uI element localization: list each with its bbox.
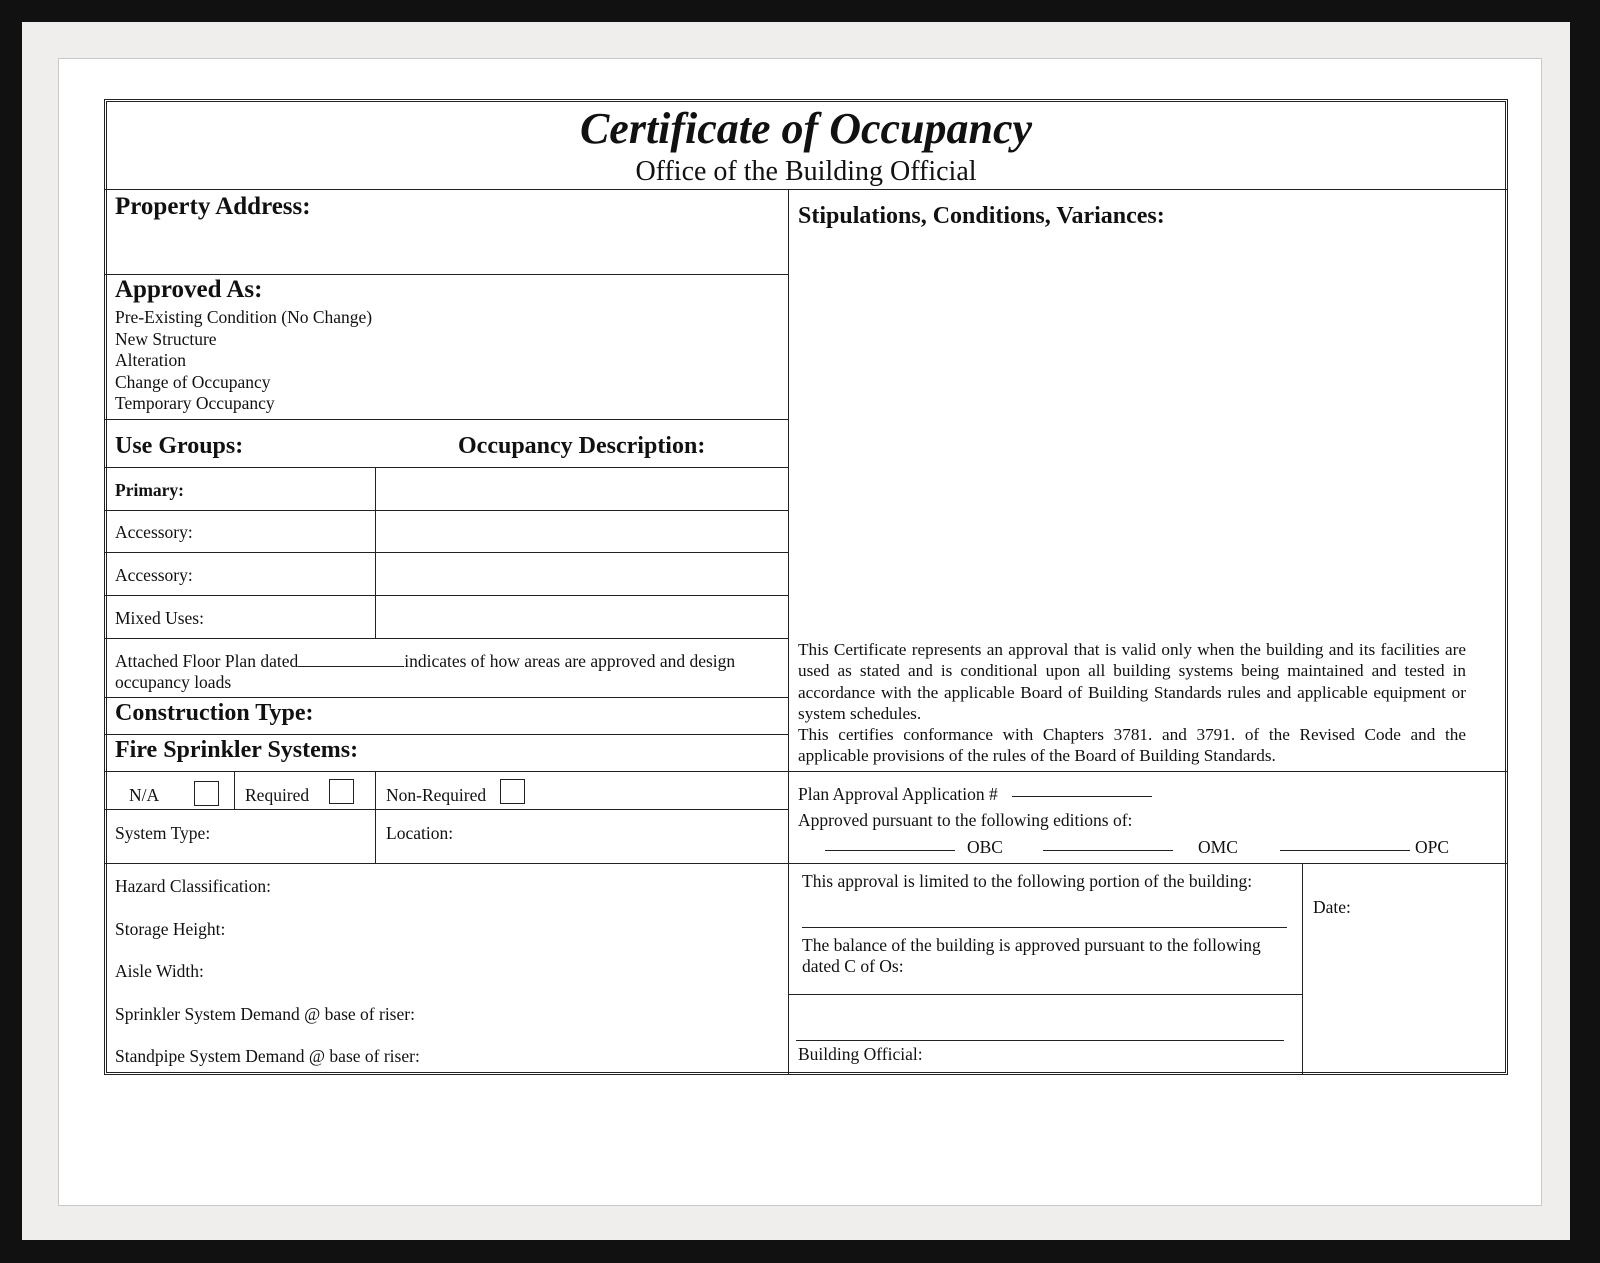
limits-divider <box>788 994 1302 995</box>
system-type-label: System Type: <box>115 823 211 843</box>
standpipe-demand-label: Standpipe System Demand @ base of riser: <box>115 1046 420 1066</box>
floor-plan-text-after: indicates of how areas are approved and design <box>404 651 736 671</box>
floor-plan-date-blank <box>298 653 404 667</box>
plan-approval-application-blank <box>1012 796 1152 797</box>
approved-editions-label: Approved pursuant to the following editions of: <box>798 810 1133 830</box>
sprinkler-na-checkbox[interactable] <box>194 781 219 806</box>
date-label: Date: <box>1313 897 1351 917</box>
certificate-title: Certificate of Occupancy <box>579 104 1033 153</box>
building-official-label: Building Official: <box>798 1044 923 1064</box>
location-label: Location: <box>386 823 454 843</box>
property-divider <box>104 274 788 275</box>
floor-plan-text-line2: occupancy loads <box>115 672 232 692</box>
certificate-validity-text: This Certificate represents an approval that is valid only when the building and its facilities are used as stated and is conditional upon all building systems being maintained and tested in accordance with the applicable Board of Building Standards rules and applicable equipment or system schedules. <box>798 640 1466 724</box>
sprinkler-option-divider <box>234 771 235 809</box>
use-group-row-divider <box>104 510 788 511</box>
sprinkler-non-required-checkbox[interactable] <box>500 779 525 804</box>
limited-portion-label: This approval is limited to the following portion of the building: <box>802 871 1253 891</box>
obc-edition-blank <box>825 850 955 851</box>
sprinkler-divider <box>104 771 1508 772</box>
building-official-signature-line <box>796 1040 1284 1041</box>
approved-option: Change of Occupancy <box>115 371 271 392</box>
use-group-row-divider <box>104 552 788 553</box>
use-group-row-divider <box>104 595 788 596</box>
opc-edition-blank <box>1280 850 1410 851</box>
sprinkler-option-divider <box>375 771 376 863</box>
use-group-accessory-label: Accessory: <box>115 522 193 542</box>
sprinkler-required-checkbox[interactable] <box>329 779 354 804</box>
construction-type-label: Construction Type: <box>115 700 314 726</box>
use-groups-heading: Use Groups: <box>115 433 244 459</box>
conformance-text: This certifies conformance with Chapters 3781. and 3791. of the Revised Code and the applicable provisions of the rules of the Board of Building Standards. <box>798 725 1466 766</box>
use-group-accessory-label: Accessory: <box>115 565 193 585</box>
center-divider <box>788 189 789 1075</box>
opc-label: OPC <box>1415 837 1450 857</box>
occupancy-description-heading: Occupancy Description: <box>458 433 706 459</box>
sprinkler-non-required-label: Non-Required <box>386 785 487 805</box>
construction-divider <box>104 734 788 735</box>
approved-option: Temporary Occupancy <box>115 393 275 413</box>
sprinkler-options-divider <box>104 809 788 810</box>
floor-plan-divider <box>104 697 788 698</box>
use-group-mixed-uses-label: Mixed Uses: <box>115 608 204 628</box>
plan-approval-application-label: Plan Approval Application # <box>798 784 998 804</box>
header-divider <box>104 189 1508 190</box>
floor-plan-text-before: Attached Floor Plan dated <box>115 651 299 671</box>
approved-divider <box>104 419 788 420</box>
sprinkler-na-label: N/A <box>129 785 160 805</box>
use-group-primary-label: Primary: <box>115 480 184 500</box>
certificate-form <box>104 99 1508 1075</box>
approved-as-options <box>115 307 372 415</box>
approved-option: New Structure <box>115 328 217 349</box>
sprinkler-demand-label: Sprinkler System Demand @ base of riser: <box>115 1004 415 1024</box>
balance-text-line2: dated C of Os: <box>802 956 904 976</box>
property-address-label: Property Address: <box>115 193 311 220</box>
aisle-width-label: Aisle Width: <box>115 961 204 981</box>
omc-edition-blank <box>1043 850 1173 851</box>
certificate-subtitle: Office of the Building Official <box>635 156 977 187</box>
obc-label: OBC <box>967 837 1003 857</box>
limited-portion-blank <box>802 927 1287 928</box>
certificate-paper <box>58 58 1542 1206</box>
system-type-divider <box>104 863 1508 864</box>
date-column-divider <box>1302 863 1303 1075</box>
sprinkler-required-label: Required <box>245 785 310 805</box>
use-group-row-divider <box>104 638 788 639</box>
balance-text-line1: The balance of the building is approved pursuant to the following <box>802 935 1261 955</box>
approved-as-heading: Approved As: <box>115 276 263 303</box>
approved-option: Alteration <box>115 350 186 370</box>
omc-label: OMC <box>1198 837 1238 857</box>
fire-sprinkler-heading: Fire Sprinkler Systems: <box>115 737 359 763</box>
use-groups-divider <box>104 467 788 468</box>
approved-option: Pre-Existing Condition (No Change) <box>115 307 373 327</box>
stipulations-heading: Stipulations, Conditions, Variances: <box>798 203 1165 229</box>
floor-plan-text <box>115 651 777 672</box>
hazard-classification-label: Hazard Classification: <box>115 876 271 896</box>
storage-height-label: Storage Height: <box>115 919 226 939</box>
